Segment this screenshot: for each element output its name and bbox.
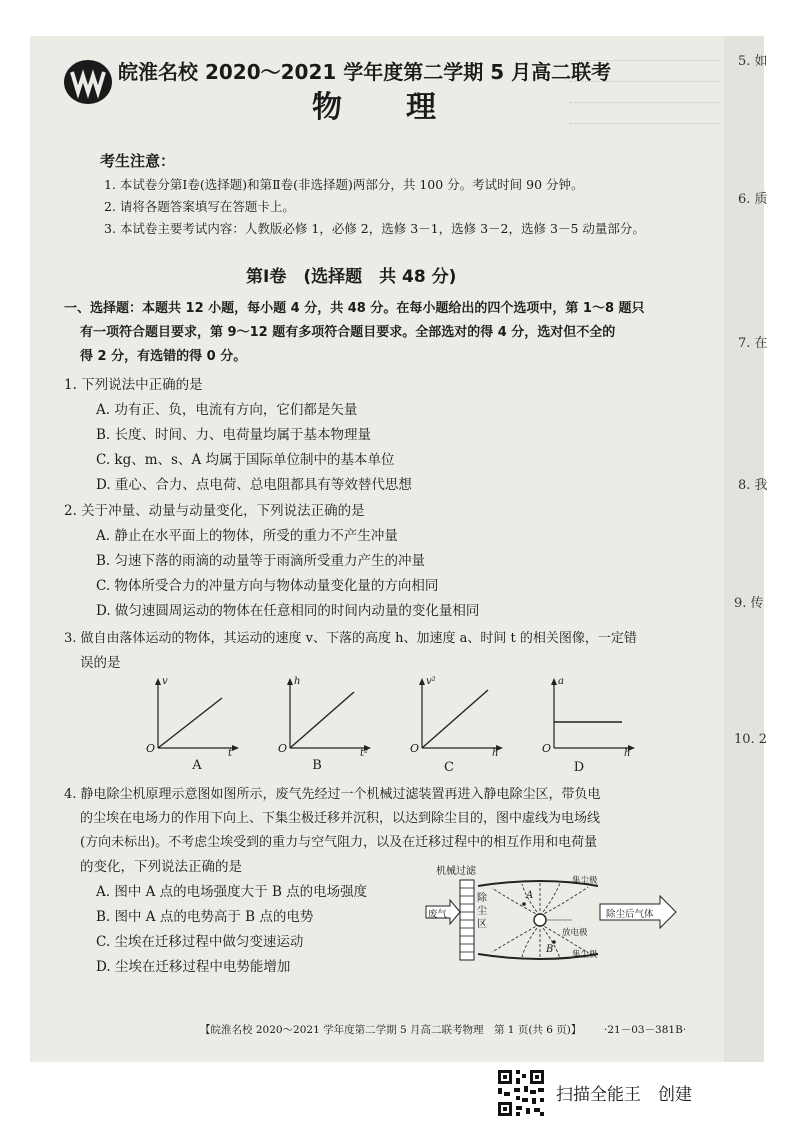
point-b-label: B bbox=[546, 944, 554, 955]
notice-item: 2. 请将各题答案填写在答题卡上。 bbox=[104, 199, 295, 214]
next-column-number: 5. 如 bbox=[738, 54, 768, 69]
option-c: C. 物体所受合力的冲量方向与物体动量变化量的方向相同 bbox=[96, 578, 439, 594]
option-c: C. 尘埃在迁移过程中做匀变速运动 bbox=[96, 934, 304, 950]
option-a: A. 静止在水平面上的物体，所受的重力不产生冲量 bbox=[96, 528, 398, 544]
graph-x-label: t bbox=[228, 748, 233, 759]
option-b: B. 长度、时间、力、电荷量均属于基本物理量 bbox=[96, 427, 372, 443]
option-d: D. 尘埃在迁移过程中电势能增加 bbox=[96, 959, 291, 975]
option-d: D. 做匀速圆周运动的物体在任意相同的时间内动量的变化量相同 bbox=[96, 603, 480, 619]
collector-bottom-label: 集尘极 bbox=[572, 950, 598, 960]
graph-b bbox=[276, 676, 376, 776]
next-column-number: 9. 传 bbox=[734, 596, 764, 611]
graph-x-label: h bbox=[492, 748, 499, 759]
graph-origin: O bbox=[410, 742, 420, 755]
qr-code-icon bbox=[496, 1068, 546, 1118]
point-a-label: A bbox=[526, 890, 534, 901]
graph-x-label: t² bbox=[360, 748, 369, 759]
paper-code: ·21－03－381B· bbox=[604, 1024, 687, 1036]
next-column-number: 8. 我 bbox=[738, 478, 768, 493]
graph-origin: O bbox=[542, 742, 552, 755]
notice-item: 1. 本试卷分第Ⅰ卷(选择题)和第Ⅱ卷(非选择题)两部分，共 100 分。考试时间 90 分钟。 bbox=[104, 177, 584, 192]
graph-x-label: h bbox=[624, 748, 631, 759]
graph-y-label: v bbox=[162, 676, 168, 687]
graph-origin: O bbox=[278, 742, 288, 755]
graph-d bbox=[540, 676, 640, 776]
section-instructions: 一、选择题：本题共 12 小题，每小题 4 分，共 48 分。在每小题给出的四个选项中，第 1～8 题只 bbox=[64, 301, 645, 316]
graph-y-label: v² bbox=[426, 676, 436, 687]
question-stem: 3. 做自由落体运动的物体，其运动的速度 v、下落的高度 h、加速度 a、时间 t 的相关图像，一定错 bbox=[64, 631, 637, 646]
dust-zone-char: 除 bbox=[477, 893, 487, 904]
graph-origin: O bbox=[146, 742, 156, 755]
next-column-number: 6. 质 bbox=[738, 192, 768, 207]
question-stem: 4. 静电除尘机原理示意图如图所示，废气先经过一个机械过滤装置再进入静电除尘区，带负电 bbox=[64, 787, 601, 802]
option-a: A. 功有正、负，电流有方向，它们都是矢量 bbox=[96, 402, 358, 418]
school-logo bbox=[62, 56, 114, 108]
next-column-number: 7. 在 bbox=[738, 336, 768, 351]
bleed-through bbox=[570, 40, 720, 150]
section-instructions: 得 2 分，有选错的得 0 分。 bbox=[80, 349, 247, 364]
graph-y-label: h bbox=[294, 676, 301, 687]
section-instructions: 有一项符合题目要求，第 9～12 题有多项符合题目要求。全部选对的得 4 分，选对但不全的 bbox=[80, 325, 616, 340]
discharge-electrode-label: 放电极 bbox=[562, 928, 588, 938]
question-stem: 的尘埃在电场力的作用下向上、下集尘极迁移并沉积，以达到除尘目的，图中虚线为电场线 bbox=[80, 811, 601, 826]
option-a: A. 图中 A 点的电场强度大于 B 点的电场强度 bbox=[96, 884, 368, 900]
graph-a bbox=[144, 676, 244, 776]
question-stem: 的变化，下列说法正确的是 bbox=[80, 859, 242, 875]
graph-option-label: C bbox=[444, 760, 454, 775]
scanner-label: 扫描全能王 创建 bbox=[556, 1085, 692, 1105]
option-c: C. kg、m、s、A 均属于国际单位制中的基本单位 bbox=[96, 452, 395, 468]
question-stem: (方向未标出)。不考虑尘埃受到的重力与空气阻力，以及在迁移过程中的相互作用和电荷量 bbox=[80, 835, 598, 850]
filter-label: 机械过滤 bbox=[436, 866, 476, 877]
page-footer: 【皖淮名校 2020～2021 学年度第二学期 5 月高二联考物理 第 1 页(共 6 页)】 bbox=[200, 1024, 582, 1036]
option-b: B. 匀速下落的雨滴的动量等于雨滴所受重力产生的冲量 bbox=[96, 553, 426, 569]
graph-c bbox=[408, 676, 508, 776]
collector-top-label: 集尘极 bbox=[572, 876, 598, 886]
graph-option-label: B bbox=[312, 758, 322, 773]
option-d: D. 重心、合力、点电荷、总电阻都具有等效替代思想 bbox=[96, 477, 412, 493]
dust-zone-char: 尘 bbox=[477, 906, 487, 917]
graph-y-label: a bbox=[558, 676, 564, 687]
precipitator-diagram bbox=[422, 866, 702, 976]
dust-zone-label bbox=[477, 892, 489, 931]
next-column-number: 10. 2 bbox=[734, 732, 768, 747]
question-stem: 误的是 bbox=[80, 655, 121, 671]
dust-zone-char: 区 bbox=[477, 919, 487, 930]
option-b: B. 图中 A 点的电势高于 B 点的电势 bbox=[96, 909, 314, 925]
graph-option-label: A bbox=[192, 758, 202, 773]
exam-title: 皖淮名校 2020～2021 学年度第二学期 5 月高二联考 bbox=[118, 60, 612, 84]
gas-in-label: 废气 bbox=[428, 909, 448, 920]
subject-title: 物理 bbox=[312, 90, 500, 125]
notice-item: 3. 本试卷主要考试内容：人教版必修 1，必修 2，选修 3－1，选修 3－2，选修 3－5 动量部分。 bbox=[104, 221, 645, 236]
notice-title: 考生注意： bbox=[100, 152, 176, 170]
graph-option-label: D bbox=[573, 760, 585, 775]
part-title: 第Ⅰ卷 (选择题 共 48 分) bbox=[246, 267, 457, 287]
question-stem: 1. 下列说法中正确的是 bbox=[64, 377, 203, 393]
question-stem: 2. 关于冲量、动量与动量变化，下列说法正确的是 bbox=[64, 503, 365, 519]
gas-out-label: 除尘后气体 bbox=[606, 909, 654, 920]
